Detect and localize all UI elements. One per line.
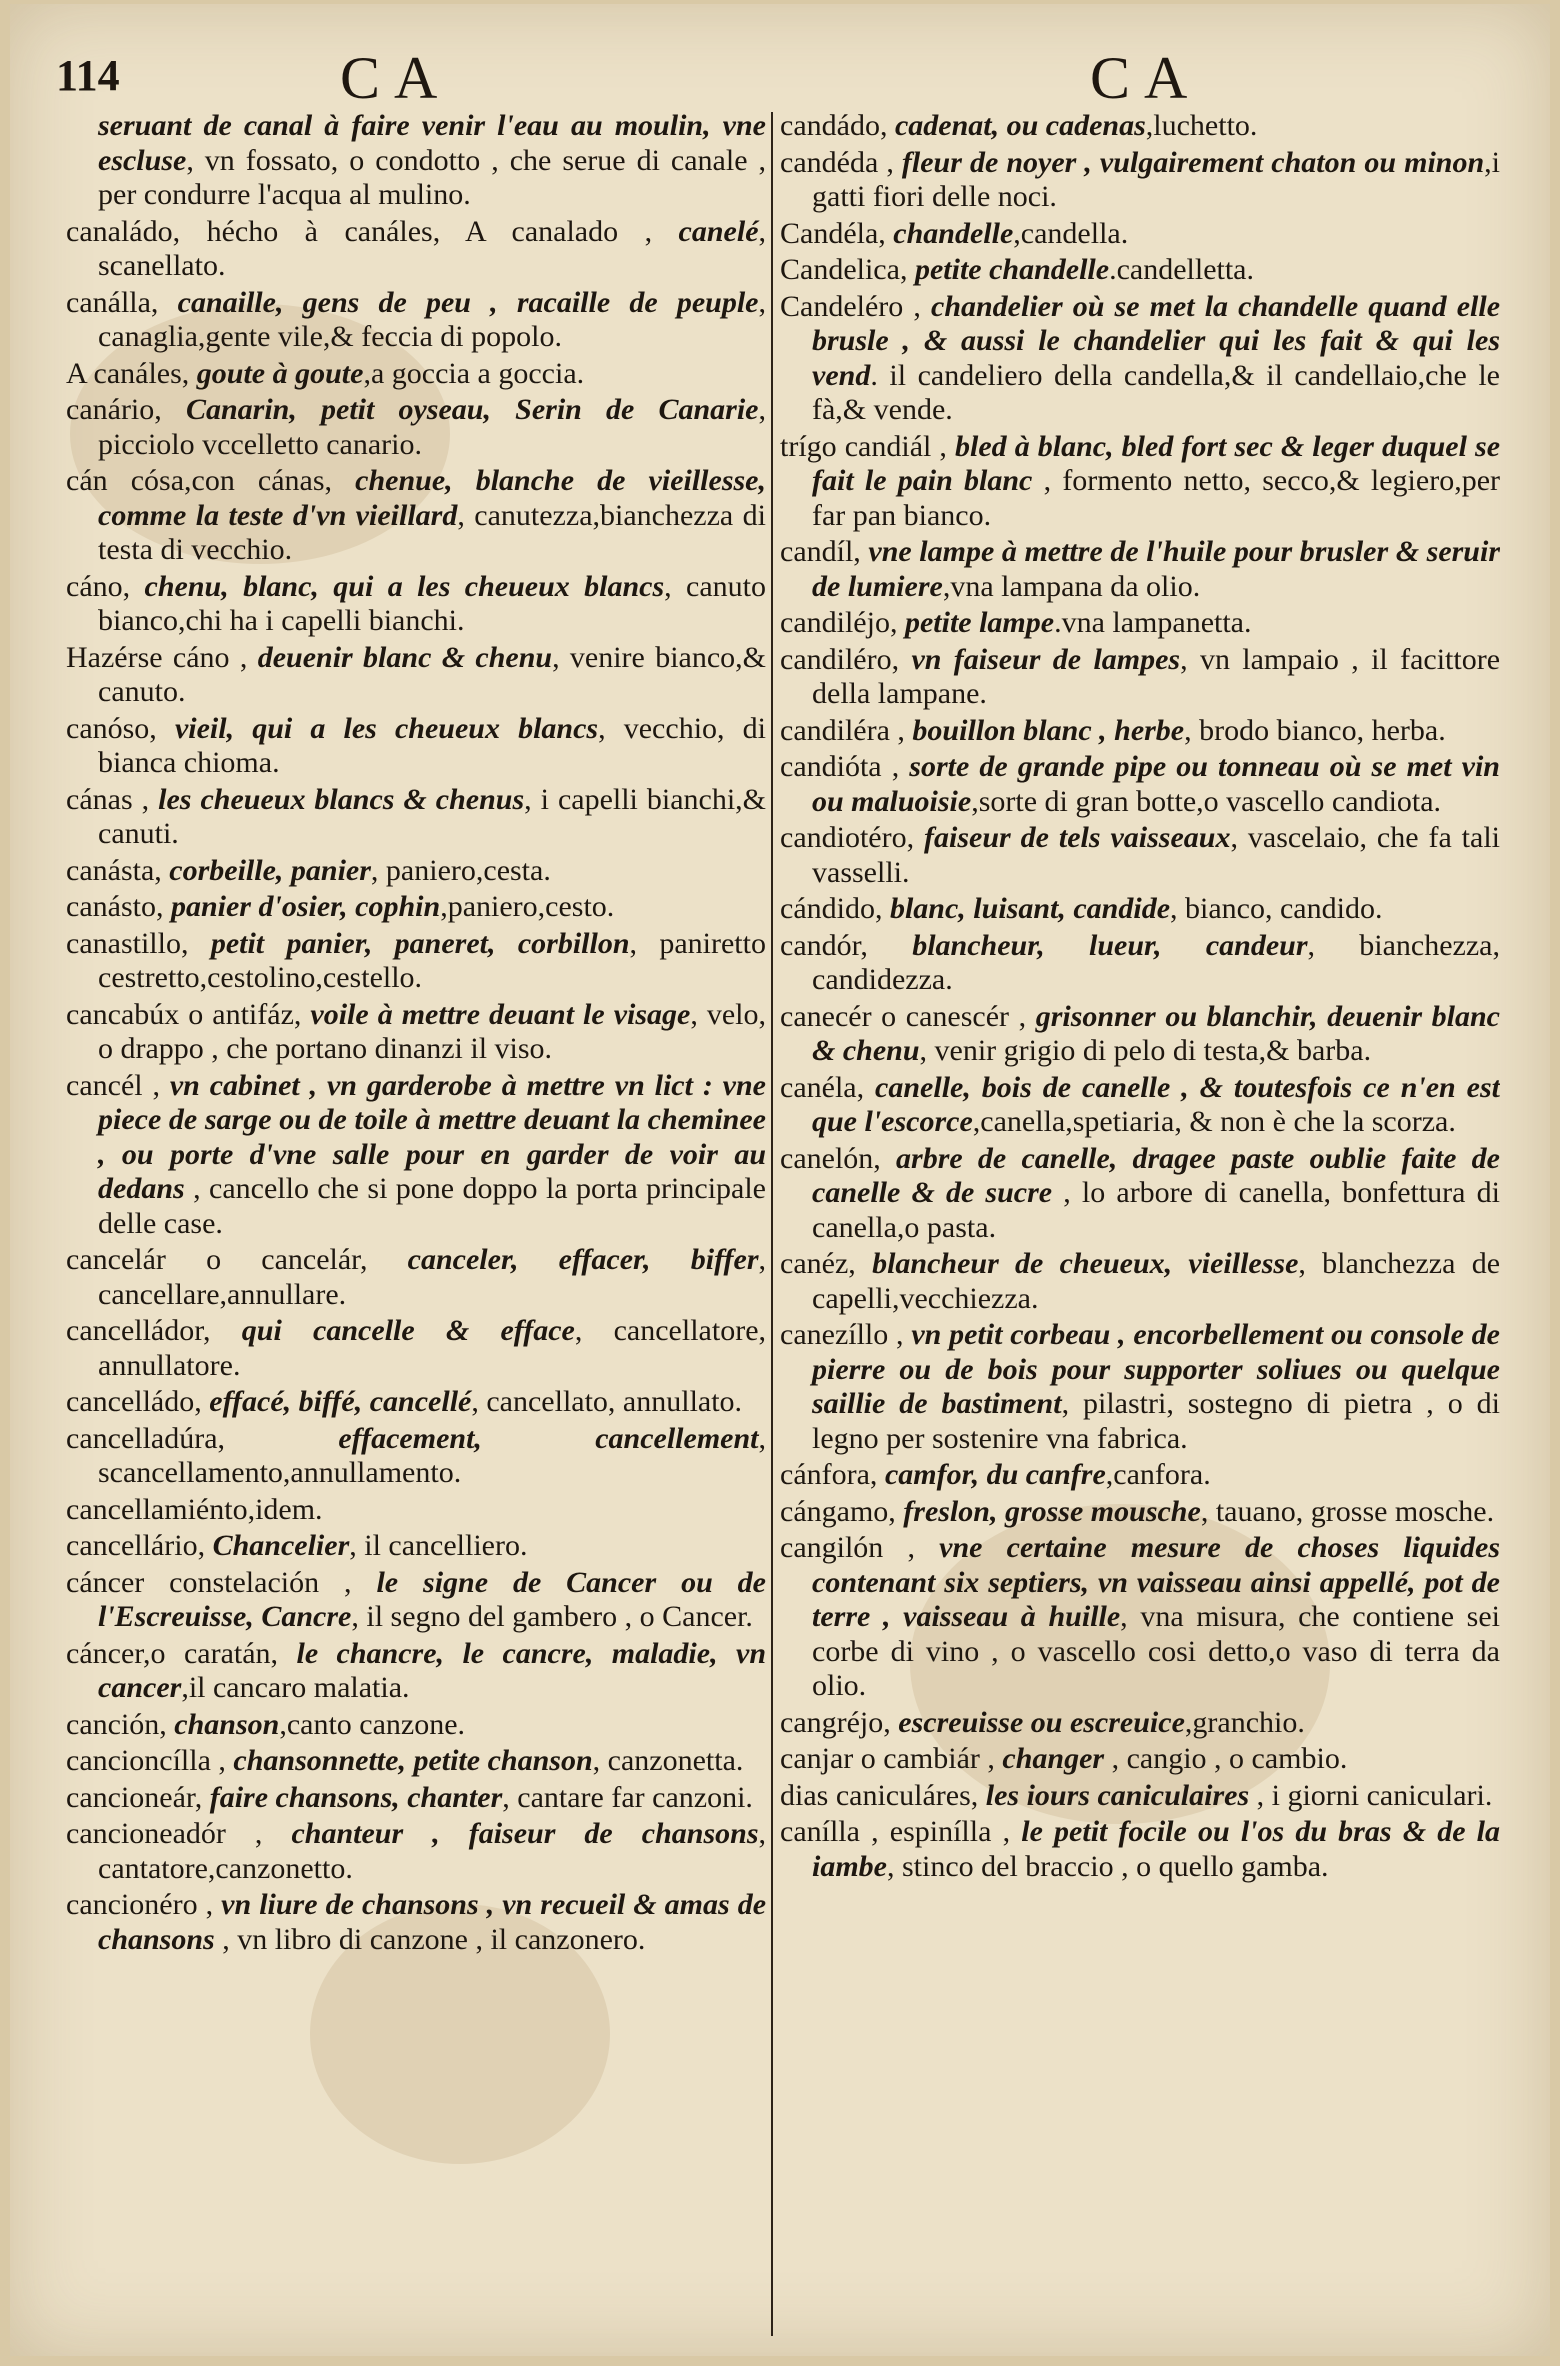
dictionary-entry [66, 1385, 766, 1420]
italian-gloss: ,i gatti fiori delle noci. [812, 145, 1500, 213]
french-gloss: vn cabinet , vn garderobe à mettre vn lict : vne piece de sarge ou de toile à mettre deuant la cheminee , ou porte d'vne salle pour en garder de voir au dedans [98, 1068, 766, 1205]
dictionary-entry [780, 1779, 1500, 1814]
french-gloss: petit panier, paneret, corbillon [210, 926, 630, 960]
dictionary-entry [780, 535, 1500, 604]
headword: cángamo, [780, 1494, 896, 1528]
headword: trígo candiál , [780, 429, 947, 463]
italian-gloss: ,sorte di gran botte,o vascello candiota. [971, 784, 1442, 818]
french-gloss: vn faiseur de lampes [911, 642, 1181, 676]
italian-gloss: , picciolo vccelletto canario. [98, 393, 766, 461]
french-gloss: petite lampe [904, 606, 1055, 639]
french-gloss: vn liure de chansons , vn recueil & amas de chansons [98, 1888, 766, 1956]
french-gloss: blanc, luisant, candide [889, 892, 1171, 925]
italian-gloss: ,a goccia a goccia. [363, 356, 585, 390]
french-gloss: cadenat, ou cadenas [894, 109, 1146, 142]
french-gloss: blancheur, lueur, candeur [912, 928, 1308, 962]
dictionary-entry [66, 570, 766, 639]
headword: canastillo, [66, 926, 189, 960]
page-number: 114 [56, 51, 120, 100]
french-gloss: les iours caniculaires [985, 1778, 1250, 1812]
french-gloss: le chancre, le cancre, maladie, vn cancer [98, 1636, 766, 1704]
headword: cancioneár, [66, 1780, 203, 1814]
headword: cándido, [780, 892, 883, 925]
french-gloss: seruant de canal à faire venir l'eau au moulin, vne escluse [98, 109, 766, 177]
french-gloss: bouillon blanc , herbe [912, 713, 1185, 747]
italian-gloss: , cancello che si pone doppo la porta principale delle case. [98, 1172, 766, 1240]
french-gloss: chandelier où se met la chandelle quand elle brusle , & aussi le chandelier qui les fait & qui les vend [812, 289, 1500, 392]
dictionary-entry [780, 1318, 1500, 1456]
page-header [10, 44, 1550, 114]
dictionary-entry [66, 1243, 766, 1312]
italian-gloss: , il cancelliero. [349, 1529, 528, 1562]
italian-gloss: , cantatore,canzonetto. [98, 1817, 766, 1885]
headword: canásta, [66, 853, 162, 887]
italian-gloss: , scancellamento,annullamento. [98, 1421, 766, 1489]
running-head-left: CA [340, 45, 452, 111]
french-gloss: arbre de canelle, dragee paste oublie faite de canelle & de sucre [812, 1141, 1500, 1209]
french-gloss: chenue, blanche de vieillesse, comme la teste d'vn vieillard [98, 464, 766, 532]
french-gloss: canceler, effacer, biffer [407, 1243, 759, 1276]
french-gloss: le petit focile ou l'os du bras & de la iambe [812, 1815, 1500, 1883]
dictionary-entry [780, 109, 1500, 144]
dictionary-entry [66, 1708, 766, 1743]
headword: cancioncílla , [66, 1744, 226, 1777]
french-gloss: faiseur de tels vaisseaux [924, 821, 1231, 854]
italian-gloss: ,luchetto. [1145, 109, 1258, 142]
french-gloss: effacement, cancellement [338, 1421, 759, 1455]
french-gloss: chandelle [893, 216, 1014, 250]
french-gloss: vn petit corbeau , encorbellement ou console de pierre ou de bois pour supporter soliues ou quelque saillie de bastiment [812, 1318, 1500, 1420]
french-gloss: effacé, biffé, cancellé [209, 1385, 472, 1418]
french-gloss: sorte de grande pipe ou tonneau où se met vin ou maluoisie [812, 750, 1500, 818]
dictionary-page [10, 4, 1550, 2356]
dictionary-entry [780, 892, 1500, 927]
french-gloss: chanteur , faiseur de chansons [291, 1817, 759, 1850]
french-gloss: Canarin, petit oyseau, Serin de Canarie [185, 393, 759, 426]
french-gloss: vieil, qui a les cheueux blancs [174, 711, 599, 745]
dictionary-entry [780, 217, 1500, 252]
headword: candíl, [780, 535, 861, 568]
italian-gloss: , pilastri, sostegno di pietra , o di legno per sostenire vna fabrica. [812, 1387, 1500, 1455]
italian-gloss: , tauano, grosse mosche. [1200, 1494, 1495, 1528]
french-gloss: blancheur de cheueux, vieillesse [872, 1247, 1299, 1280]
french-gloss: vne lampe à mettre de l'huile pour brusler & seruir de lumiere [812, 535, 1500, 603]
italian-gloss: , vn fossato, o condotto , che serue di canale , per condurre l'acqua al mulino. [98, 143, 766, 211]
italian-gloss: , formento netto, secco,& legiero,per far pan bianco. [812, 464, 1500, 532]
headword: cangilón , [780, 1531, 915, 1564]
dictionary-entry [66, 890, 766, 925]
headword: canezíllo , [780, 1318, 904, 1351]
french-gloss: petite chandelle [914, 253, 1110, 286]
italian-gloss: , i capelli bianchi,& canuti. [98, 782, 766, 850]
italian-gloss: .candelletta. [1109, 253, 1254, 286]
french-gloss: freslon, grosse mousche [903, 1494, 1201, 1528]
french-gloss: panier d'osier, cophin [170, 890, 441, 923]
italian-gloss: . il candeliero della candella,& il candellaio,che le fà,& vende. [812, 358, 1500, 426]
italian-gloss: , cancellare,annullare. [98, 1243, 766, 1311]
italian-gloss: , cantare far canzoni. [502, 1780, 753, 1814]
dictionary-entry [66, 464, 766, 568]
headword: cancellamiénto,idem. [66, 1492, 323, 1526]
headword: cáno, [66, 569, 131, 603]
italian-gloss: ,vna lampana da olio. [942, 569, 1201, 603]
italian-gloss: , brodo bianco, herba. [1184, 713, 1446, 747]
headword: A canáles, [66, 356, 190, 390]
headword: cancellário, [66, 1529, 206, 1562]
italian-gloss: ,canfora. [1105, 1458, 1211, 1491]
running-head-right: CA [1090, 45, 1202, 111]
french-gloss: camfor, du canfre [884, 1458, 1106, 1491]
headword: canéz, [780, 1247, 856, 1280]
french-gloss: vne certaine mesure de choses liquides contenant six septiers, vn vaisseau ainsi appellé, pot de terre , vaisseau à huille [812, 1531, 1500, 1633]
headword: canóso, [66, 711, 157, 745]
french-gloss: fleur de noyer , vulgairement chaton ou minon [901, 145, 1485, 179]
headword: canéla, [780, 1070, 865, 1104]
dictionary-entry [780, 643, 1500, 712]
dictionary-entry [66, 1314, 766, 1383]
dictionary-entry [780, 253, 1500, 288]
italian-gloss: , vascelaio, che fa tali vasselli. [812, 821, 1500, 889]
headword: cancél , [66, 1068, 160, 1102]
french-gloss: goute à goute [196, 356, 364, 390]
italian-gloss: , cancellatore, annullatore. [98, 1314, 766, 1382]
headword: candiléra , [780, 713, 905, 747]
french-gloss: canelé [678, 214, 759, 248]
dictionary-entry [780, 606, 1500, 641]
headword: cáncer,o caratán, [66, 1636, 279, 1670]
french-gloss: deuenir blanc & chenu [257, 640, 553, 674]
italian-gloss: , canutezza,bianchezza di testa di vecchio. [98, 498, 766, 566]
dictionary-entry [66, 1744, 766, 1779]
italian-gloss: , lo arbore di canella, bonfettura di canella,o pasta. [812, 1176, 1500, 1244]
dictionary-entry [66, 712, 766, 781]
dictionary-entry [66, 783, 766, 852]
headword: Candeléro , [780, 289, 921, 323]
headword: canálla, [66, 285, 159, 319]
italian-gloss: , i giorni caniculari. [1249, 1778, 1493, 1812]
french-gloss: chansonnette, petite chanson [233, 1744, 593, 1777]
dictionary-entry [66, 1422, 766, 1491]
italian-gloss: ,canto canzone. [279, 1707, 466, 1741]
dictionary-entry [66, 1637, 766, 1706]
dictionary-entry [780, 1706, 1500, 1741]
italian-gloss: , paniero,cesta. [370, 853, 551, 887]
italian-gloss: , velo, o drappo , che portano dinanzi il viso. [98, 997, 766, 1065]
headword: canjar o cambiár , [780, 1742, 995, 1775]
french-gloss: le signe de Cancer ou de l'Escreuisse, Cancre [98, 1565, 766, 1633]
headword: cancabúx o antifáz, [66, 997, 302, 1031]
headword: cán cósa,con cánas, [66, 464, 333, 497]
headword: canelón, [780, 1141, 881, 1175]
dictionary-entry [66, 1888, 766, 1957]
italian-gloss: , stinco del braccio , o quello gamba. [887, 1849, 1329, 1883]
italian-gloss: , scanellato. [98, 214, 766, 282]
italian-gloss: , paniretto cestretto,cestolino,cestello. [98, 926, 766, 994]
dictionary-entry [66, 641, 766, 710]
headword: cancelár o cancelár, [66, 1243, 368, 1276]
dictionary-entry [66, 1817, 766, 1886]
headword: cancelladúra, [66, 1421, 226, 1455]
dictionary-entry [66, 1529, 766, 1564]
headword: cáncer constelación , [66, 1565, 352, 1599]
french-gloss: bled à blanc, bled fort sec & leger duquel se fait le pain blanc [812, 429, 1500, 497]
headword: Candéla, [780, 216, 886, 250]
french-gloss: Chancelier [212, 1529, 350, 1562]
italian-gloss: , vecchio, di bianca chioma. [98, 711, 766, 779]
dictionary-entry [780, 146, 1500, 215]
italian-gloss: , vna misura, che contiene sei corbe di vino , o vascello cosi detto,o vaso di terra da olio. [812, 1600, 1500, 1702]
italian-gloss: , vn lampaio , il facittore della lampane. [812, 642, 1500, 710]
dictionary-entry [780, 1458, 1500, 1493]
headword: cancioneadór , [66, 1817, 263, 1850]
french-gloss: chenu, blanc, qui a les cheueux blancs [144, 569, 665, 603]
dictionary-entry [780, 821, 1500, 890]
italian-gloss: ,candella. [1013, 216, 1129, 250]
french-gloss: changer [1002, 1742, 1105, 1775]
dictionary-entry [66, 215, 766, 284]
headword: canásto, [66, 890, 164, 923]
dictionary-entry [66, 357, 766, 392]
dictionary-entry [780, 929, 1500, 998]
italian-gloss: , canaglia,gente vile,& feccia di popolo. [98, 285, 766, 353]
italian-gloss: , bianchezza, candidezza. [812, 928, 1500, 996]
italian-gloss: , il segno del gambero , o Cancer. [351, 1600, 753, 1633]
italian-gloss: ,canella,spetiaria, & non è che la scorza. [972, 1105, 1456, 1138]
headword: cánfora, [780, 1458, 878, 1491]
headword: canário, [66, 393, 162, 426]
headword: candádo, [780, 109, 888, 142]
dictionary-entry [66, 927, 766, 996]
headword: Hazérse cáno , [66, 640, 248, 674]
headword: candióta , [780, 750, 900, 783]
dictionary-entry [66, 1069, 766, 1242]
dictionary-entry [780, 1247, 1500, 1316]
french-gloss: chanson [174, 1707, 280, 1741]
italian-gloss: , cangio , o cambio. [1104, 1742, 1348, 1775]
italian-gloss: ,paniero,cesto. [440, 890, 615, 923]
italian-gloss: , canzonetta. [592, 1744, 744, 1777]
left-column [66, 109, 766, 2346]
dictionary-entry [780, 290, 1500, 428]
headword: canción, [66, 1707, 167, 1741]
french-gloss: grisonner ou blanchir, deuenir blanc & chenu [812, 999, 1500, 1067]
dictionary-entry [780, 1495, 1500, 1530]
headword: candiléjo, [780, 606, 898, 639]
dictionary-entry [780, 714, 1500, 749]
headword: dias caniculáres, [780, 1778, 979, 1812]
dictionary-entry [66, 1566, 766, 1635]
headword: cancelládo, [66, 1385, 202, 1418]
dictionary-entry [780, 1000, 1500, 1069]
dictionary-entry [780, 1142, 1500, 1246]
italian-gloss: .vna lampanetta. [1054, 606, 1252, 639]
dictionary-entry [780, 1742, 1500, 1777]
italian-gloss: , canuto bianco,chi ha i capelli bianchi. [98, 569, 766, 637]
dictionary-entry [66, 1493, 766, 1528]
french-gloss: canelle, bois de canelle , & toutesfois ce n'en est que l'escorce [812, 1070, 1500, 1138]
dictionary-entry [66, 109, 766, 213]
italian-gloss: , venire bianco,& canuto. [98, 640, 766, 708]
italian-gloss: , bianco, candido. [1170, 892, 1383, 925]
headword: canaládo, hécho à canáles, A canalado , [66, 214, 653, 248]
dictionary-entry [66, 998, 766, 1067]
headword: canílla , espinílla , [780, 1815, 1011, 1848]
french-gloss: les cheueux blancs & chenus [158, 782, 525, 816]
right-column [780, 109, 1500, 2346]
column-rule [771, 112, 773, 2336]
headword: cangréjo, [780, 1705, 891, 1739]
italian-gloss: , cancellato, annullato. [471, 1385, 743, 1418]
italian-gloss: , blanchezza de capelli,vecchiezza. [812, 1247, 1500, 1315]
italian-gloss: ,il cancaro malatia. [181, 1671, 410, 1704]
french-gloss: voile à mettre deuant le visage [310, 997, 691, 1031]
dictionary-entry [780, 1815, 1500, 1884]
dictionary-entry [66, 286, 766, 355]
dictionary-entry [780, 750, 1500, 819]
french-gloss: faire chansons, chanter [209, 1780, 503, 1814]
headword: cánas , [66, 782, 150, 816]
french-gloss: qui cancelle & efface [241, 1314, 575, 1347]
headword: candór, [780, 928, 868, 962]
dictionary-entry [66, 393, 766, 462]
dictionary-entry [780, 1071, 1500, 1140]
headword: candiotéro, [780, 821, 915, 854]
italian-gloss: , vn libro di canzone , il canzonero. [214, 1922, 646, 1956]
french-gloss: escreuisse ou escreuice [898, 1705, 1185, 1739]
headword: Candelica, [780, 253, 908, 286]
dictionary-entry [780, 430, 1500, 534]
italian-gloss: ,granchio. [1184, 1705, 1305, 1739]
french-gloss: corbeille, panier [169, 853, 371, 887]
italian-gloss: , venir grigio di pelo di testa,& barba. [919, 1034, 1372, 1067]
headword: candiléro, [780, 642, 900, 676]
headword: candéda , [780, 145, 894, 179]
headword: cancionéro , [66, 1888, 214, 1921]
headword: cancelládor, [66, 1314, 211, 1347]
french-gloss: canaille, gens de peu , racaille de peuple [177, 285, 759, 319]
headword: canecér o canescér , [780, 999, 1027, 1033]
dictionary-entry [780, 1531, 1500, 1704]
dictionary-entry [66, 1781, 766, 1816]
dictionary-entry [66, 854, 766, 889]
